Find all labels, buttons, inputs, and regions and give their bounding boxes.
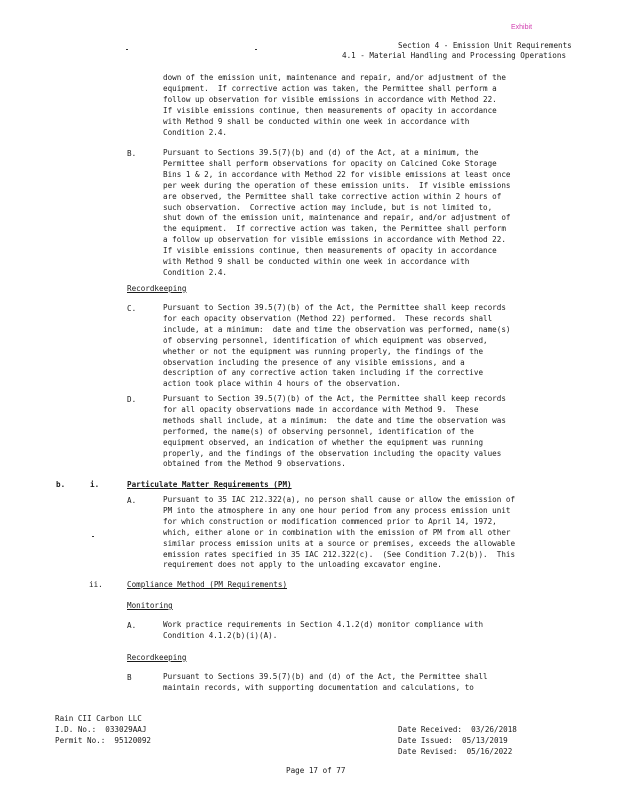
paragraph-b2: Pursuant to Sections 39.5(7)(b) and (d) of the Act, the Permittee shall maintain records, with supporting documentation and calculations, to — [163, 672, 488, 692]
item-label-d: D. — [127, 395, 137, 404]
paragraph-b: Pursuant to Sections 39.5(7)(b) and (d) of the Act, at a minimum, the Permittee shall perform observations for opacity on Calcined Coke Storage Bins 1 & 2, in accordance with Method 22 for visible emissions at least once per week during the operation of these emission units. If visible emissions are observed, the Permittee shall take corrective action within 2 hours of such observation. Corrective action may include, but is not limited to, shut down of the emission unit, maintenance and repair, and/or adjustment of the equipment. If corrective action was taken, the Permittee shall perform a follow up observation for visible emissions in accordance with Method 22. If visible emissions continue, then measurements of opacity in accordance with Method 9 shall be conducted within one week in accordance with Condition 2.4. — [163, 148, 511, 277]
footer-permit-number: Permit No.: 95120092 — [55, 736, 152, 745]
subsection-title: 4.1 - Material Handling and Processing Operations — [342, 51, 567, 60]
paragraph-d: Pursuant to Section 39.5(7)(b) of the Act, the Permittee shall keep records for all opacity observations made in accordance with Method 9. These methods shall include, at a minimum: the date and time the observation was performed, the name(s) of observing personnel, identification of the equipment observed, an indication of whether the equipment was running properly, and the findings of the observation including the opacity values obtained from the Method 9 observations. — [163, 394, 506, 469]
paragraph-continuation: down of the emission unit, maintenance and repair, and/or adjustment of the equipment. If corrective action was taken, the Permittee shall perform a follow up observation for visible emissions in accordance with Method 22. If visible emissions continue, then measurements of opacity in accordance with Method 9 shall be conducted within one week in accordance with Condition 2.4. — [163, 73, 506, 137]
section-title: Section 4 - Emission Unit Requirements — [398, 41, 572, 50]
paragraph-c: Pursuant to Section 39.5(7)(b) of the Act, the Permittee shall keep records for each opacity observation (Method 22) performed. These records shall include, at a minimum: date and time the observation was performed, name(s) of observing personnel, identification of which equipment was observed, whether or not the equipment was running properly, the findings of the observation including the presence of any visible emissions, and a description of any corrective action taken including if the corrective action took place within 4 hours of the observation. — [163, 303, 511, 389]
scan-speck — [126, 49, 128, 50]
item-label-b: B. — [127, 149, 137, 158]
scan-speck — [92, 536, 94, 537]
heading-recordkeeping: Recordkeeping — [127, 284, 187, 293]
footer-id-number: I.D. No.: 033029AAJ — [55, 725, 147, 734]
subsection-label-i: i. — [90, 480, 100, 489]
item-label-a: A. — [127, 496, 137, 505]
paragraph-a2: Work practice requirements in Section 4.1.2(d) monitor compliance with Condition 4.1.2(b)(i)(A). — [163, 620, 484, 640]
paragraph-a: Pursuant to 35 IAC 212.322(a), no person shall cause or allow the emission of PM into the atmosphere in any one hour period from any process emission unit for which construction or modification commenced prior to April 14, 1972, which, either alone or in combination with the emission of PM from all other similar process emission units at a source or premises, exceeds the allowable emission rates specified in 35 IAC 212.322(c). (See Condition 7.2(b)). This requirement does not apply to the unloading excavator engine. — [163, 495, 516, 570]
footer-date-revised: Date Revised: 05/16/2022 — [398, 747, 513, 756]
item-label-a2: A. — [127, 621, 137, 630]
footer-date-received: Date Received: 03/26/2018 — [398, 725, 517, 734]
heading-pm-requirements: Particulate Matter Requirements (PM) — [127, 480, 292, 489]
subsection-label-ii: ii. — [89, 580, 103, 589]
heading-monitoring: Monitoring — [127, 601, 173, 610]
scan-speck — [255, 49, 257, 50]
exhibit-stamp: Exhibit — [511, 24, 533, 31]
heading-recordkeeping-2: Recordkeeping — [127, 653, 187, 662]
heading-compliance-method: Compliance Method (PM Requirements) — [127, 580, 288, 589]
footer-company: Rain CII Carbon LLC — [55, 714, 142, 723]
footer-date-issued: Date Issued: 05/13/2019 — [398, 736, 508, 745]
section-label-b: b. — [56, 480, 66, 489]
page-number: Page 17 of 77 — [286, 766, 346, 775]
item-label-b2: B — [127, 673, 132, 682]
item-label-c: C. — [127, 304, 137, 313]
